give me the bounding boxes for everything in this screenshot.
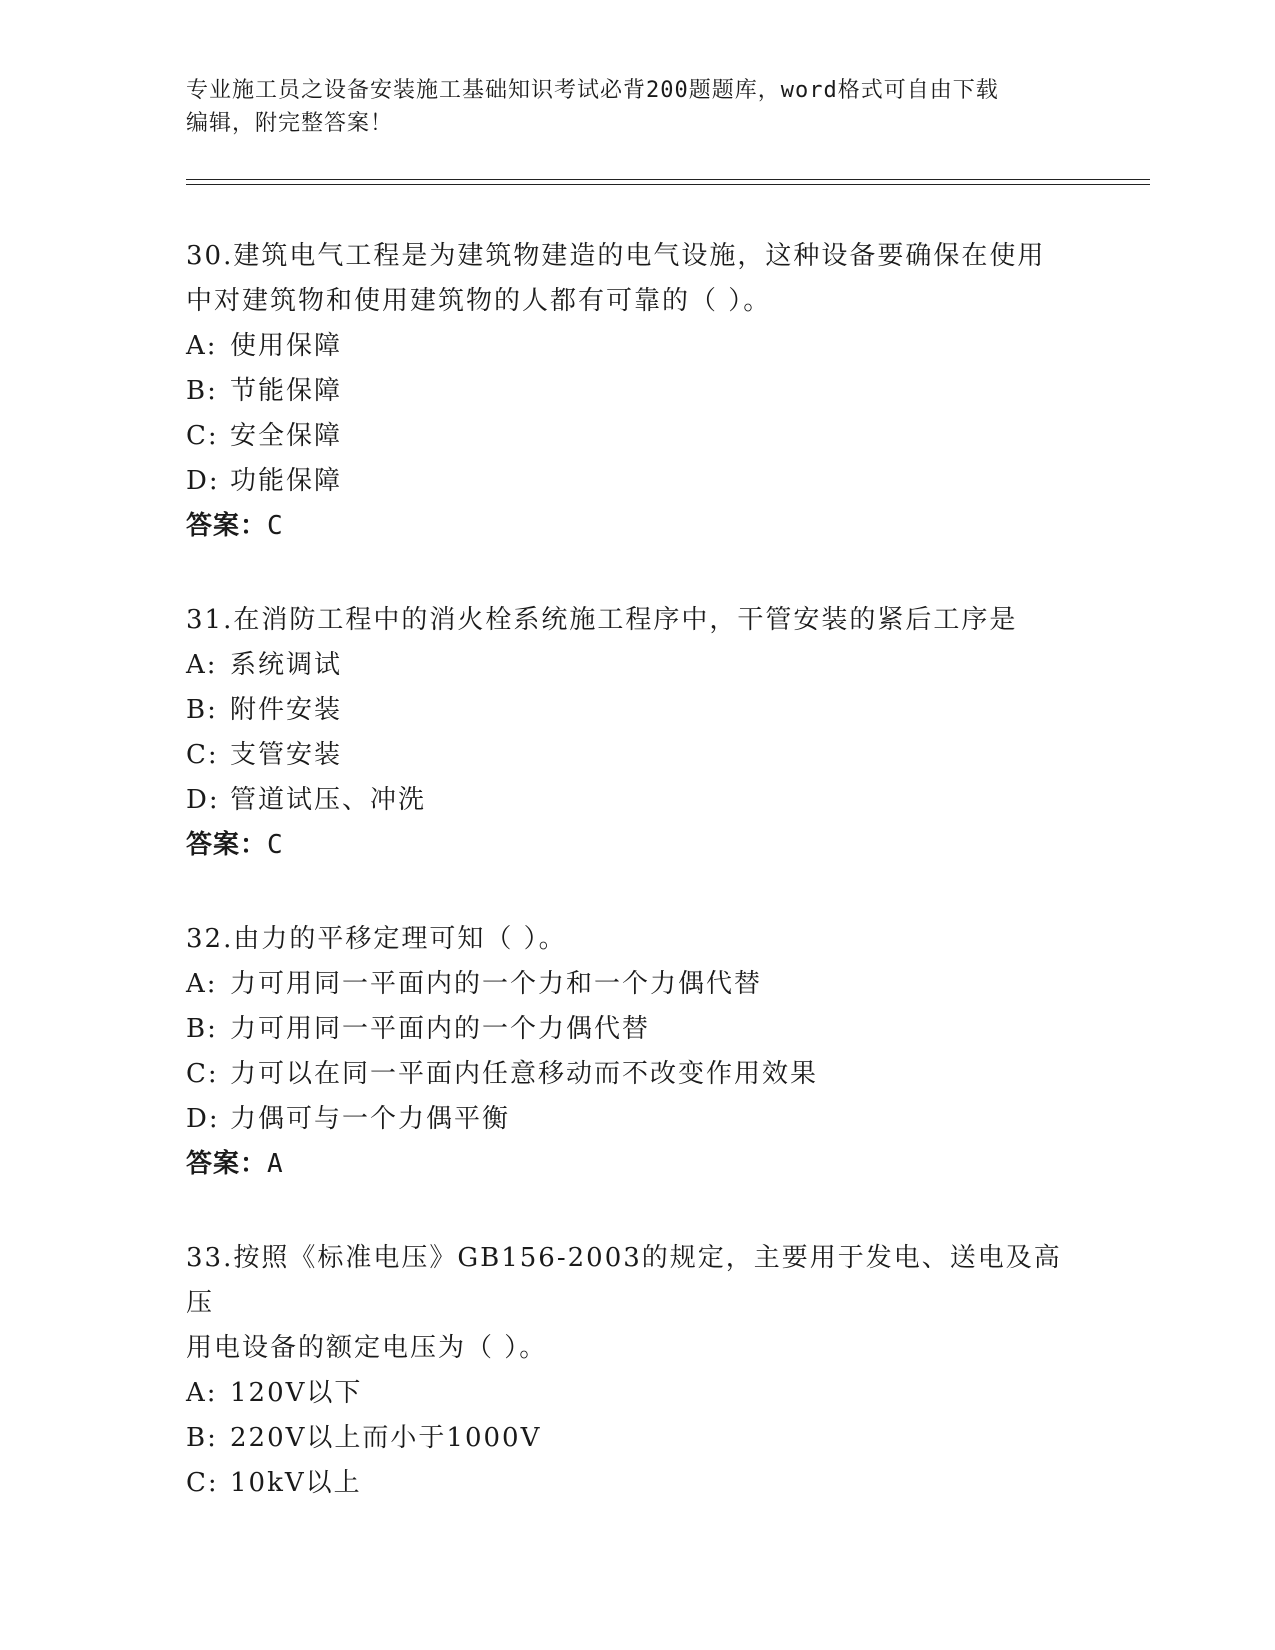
option-text: 力可以在同一平面内任意移动而不改变作用效果 (230, 1059, 819, 1089)
option-b (186, 688, 1086, 733)
question-32 (186, 917, 1086, 1187)
option-key: C: (186, 421, 219, 451)
answer-label: 答案： (186, 1149, 268, 1179)
option-text: 节能保障 (230, 376, 343, 406)
question-stem-line: 用电设备的额定电压为（ ）。 (186, 1333, 548, 1363)
option-c (186, 1052, 1086, 1097)
option-key: D: (186, 785, 220, 815)
option-text: 力可用同一平面内的一个力和一个力偶代替 (230, 969, 763, 999)
answer-value: A (267, 1149, 283, 1179)
option-b (186, 1416, 1086, 1461)
answer-line (186, 823, 1086, 868)
option-c (186, 1461, 1086, 1506)
question-stem-line: 32.由力的平移定理可知（ ）。 (186, 924, 567, 954)
option-d (186, 1097, 1086, 1142)
question-stem-line: 中对建筑物和使用建筑物的人都有可靠的（ ）。 (186, 286, 772, 316)
option-key: A: (186, 650, 218, 680)
option-key: A: (186, 969, 218, 999)
answer-line (186, 1142, 1086, 1187)
option-text: 10kV以上 (230, 1468, 362, 1498)
option-d (186, 459, 1086, 504)
option-text: 120V以下 (230, 1378, 363, 1408)
option-d (186, 778, 1086, 823)
option-key: B: (186, 1014, 218, 1044)
answer-line (186, 504, 1086, 549)
question-33 (186, 1236, 1086, 1506)
option-c (186, 414, 1086, 459)
option-text: 力可用同一平面内的一个力偶代替 (230, 1014, 651, 1044)
option-key: B: (186, 695, 218, 725)
option-c (186, 733, 1086, 778)
option-key: B: (186, 1423, 218, 1453)
question-30 (186, 234, 1086, 549)
option-key: B: (186, 376, 218, 406)
option-key: A: (186, 1378, 218, 1408)
option-a (186, 962, 1086, 1007)
answer-label: 答案： (186, 511, 268, 541)
option-key: C: (186, 1468, 219, 1498)
option-key: D: (186, 1104, 220, 1134)
header-line-2: 编辑，附完整答案！ (186, 111, 394, 136)
option-text: 使用保障 (230, 331, 343, 361)
header-divider-bottom (186, 184, 1150, 185)
option-key: C: (186, 740, 219, 770)
option-b (186, 369, 1086, 414)
question-stem-line: 30.建筑电气工程是为建筑物建造的电气设施，这种设备要确保在使用 (186, 241, 1046, 271)
option-a (186, 324, 1086, 369)
question-stem-line: 31.在消防工程中的消火栓系统施工程序中，干管安装的紧后工序是 (186, 605, 1018, 635)
option-key: A: (186, 331, 218, 361)
answer-value: C (267, 830, 283, 860)
option-text: 系统调试 (230, 650, 343, 680)
option-a (186, 643, 1086, 688)
document-header (186, 74, 1086, 140)
option-text: 安全保障 (230, 421, 343, 451)
answer-label: 答案： (186, 830, 268, 860)
option-text: 功能保障 (230, 466, 343, 496)
question-stem-line: 33.按照《标准电压》GB156-2003的规定，主要用于发电、送电及高压 (186, 1243, 1062, 1318)
answer-value: C (267, 511, 283, 541)
option-key: C: (186, 1059, 219, 1089)
option-text: 支管安装 (230, 740, 343, 770)
option-a (186, 1371, 1086, 1416)
option-text: 220V以上而小于1000V (230, 1423, 542, 1453)
option-key: D: (186, 466, 220, 496)
header-divider-top (186, 179, 1150, 180)
option-text: 附件安装 (230, 695, 343, 725)
question-31 (186, 598, 1086, 868)
option-text: 管道试压、冲洗 (230, 785, 427, 815)
header-line-1: 专业施工员之设备安装施工基础知识考试必背200题题库，word格式可自由下载 (186, 78, 999, 103)
option-text: 力偶可与一个力偶平衡 (230, 1104, 511, 1134)
option-b (186, 1007, 1086, 1052)
